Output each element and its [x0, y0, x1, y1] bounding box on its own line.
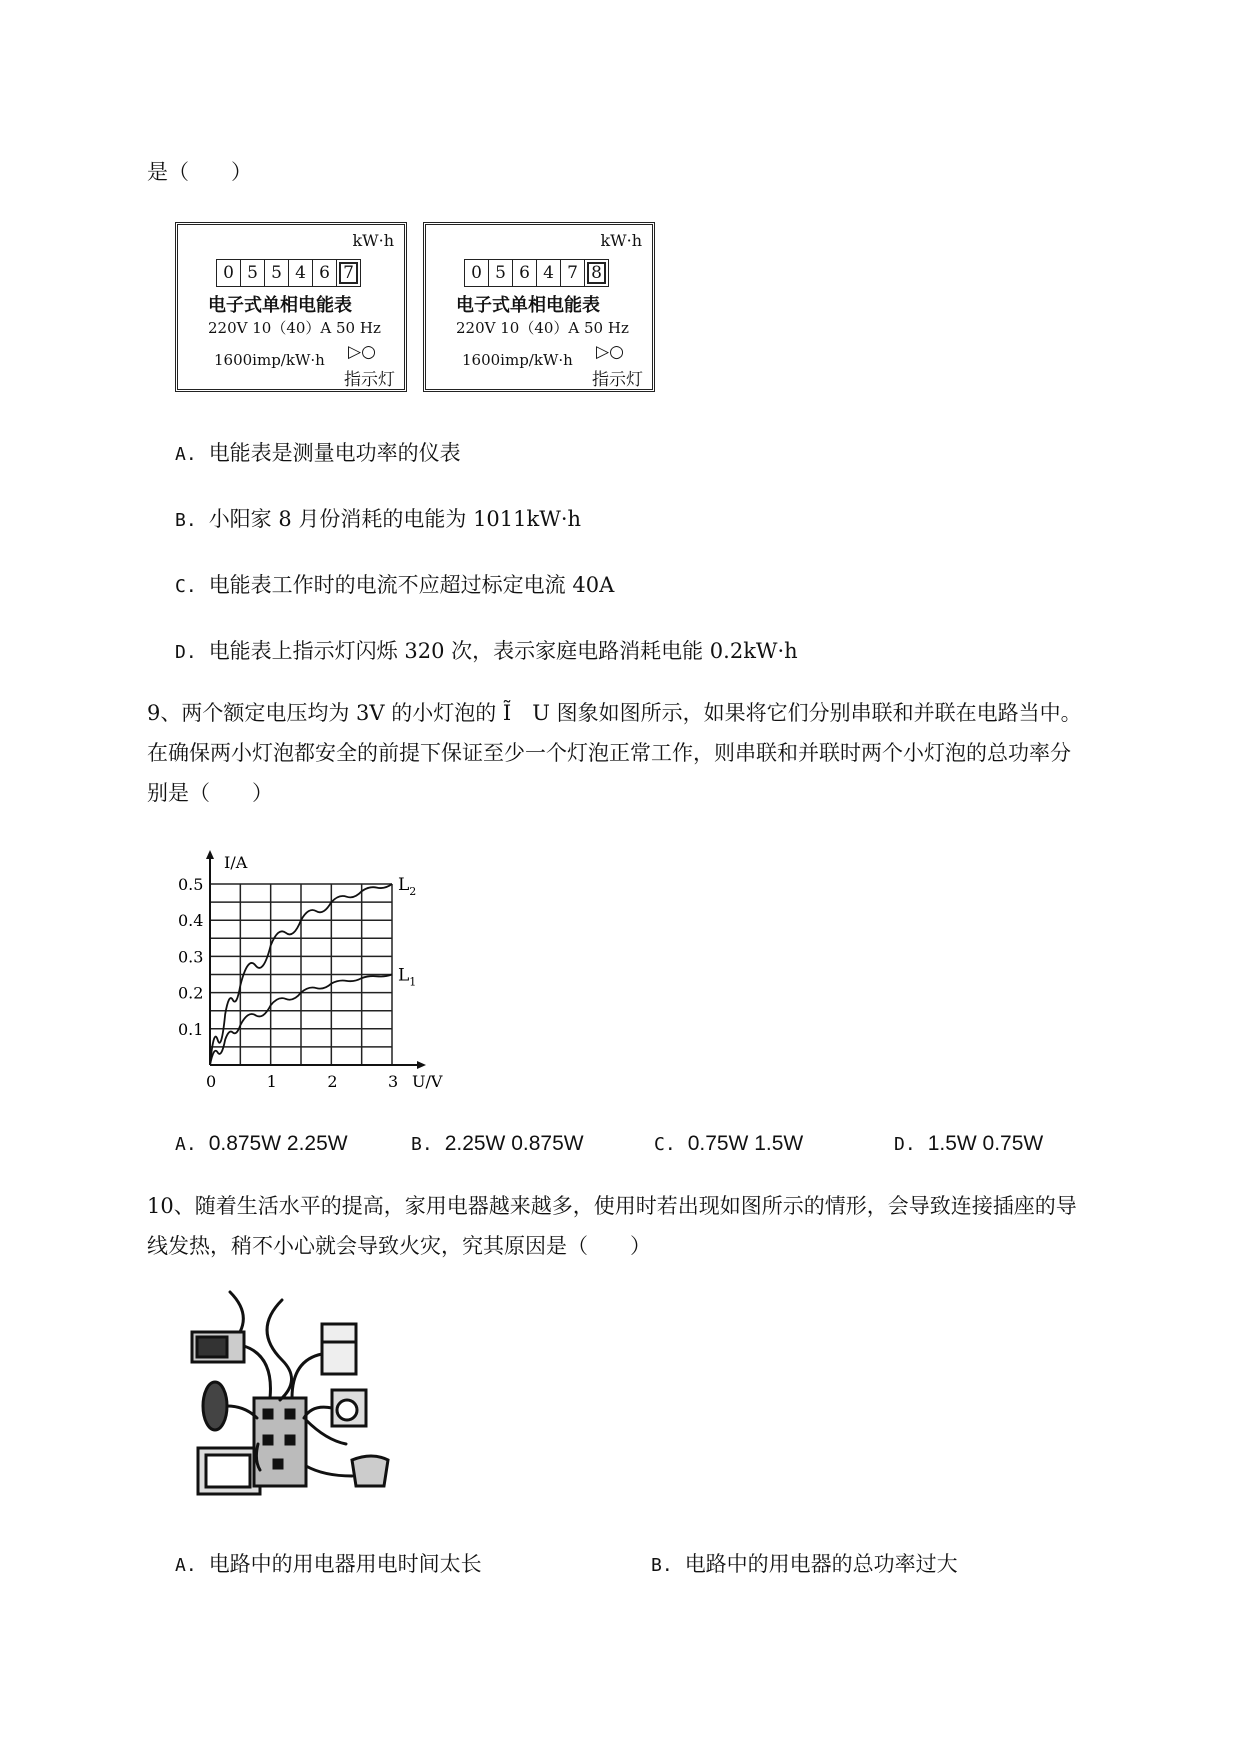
meter-name: 电子式单相电能表	[208, 295, 352, 316]
option-text: 0.875W 2.25W	[208, 1132, 348, 1155]
y-tick-label: 0.1	[178, 1019, 204, 1039]
meter-imp: 1600imp/kW·h	[462, 351, 573, 369]
q9-option-c	[654, 1128, 803, 1160]
q9-option-a	[175, 1128, 348, 1160]
option-text: 电能表上指示灯闪烁 320 次，表示家庭电路消耗电能 0.2kW·h	[208, 639, 798, 663]
meter-digit: 0	[217, 260, 241, 286]
meter-digit: 5	[265, 260, 289, 286]
meter-digit: 7	[337, 260, 360, 286]
q8-option-c	[175, 570, 614, 602]
option-text: 电路中的用电器的总功率过大	[684, 1552, 958, 1576]
option-label: B.	[411, 1134, 433, 1155]
overloaded-socket-illustration	[190, 1290, 400, 1510]
series-label-l2: $L_2$	[398, 875, 417, 898]
meter-left	[175, 222, 407, 392]
y-tick-label: 0.4	[178, 911, 204, 931]
option-label: D.	[894, 1134, 916, 1155]
meter-unit: kW·h	[352, 231, 394, 250]
option-text: 电能表工作时的电流不应超过标定电流 40A	[208, 573, 615, 597]
q8-option-b	[175, 504, 581, 536]
option-text: 2.25W 0.875W	[444, 1132, 584, 1155]
meter-indicator-label: 指示灯	[592, 370, 643, 390]
option-text: 0.75W 1.5W	[687, 1132, 804, 1155]
meter-unit: kW·h	[600, 231, 642, 250]
meter-right	[423, 222, 655, 392]
option-label: A.	[175, 1134, 197, 1155]
x-tick-label: 2	[327, 1072, 338, 1091]
meter-digit: 5	[241, 260, 265, 286]
q10-option-b	[651, 1549, 958, 1581]
option-text: 1.5W 0.75W	[927, 1132, 1044, 1155]
option-label: A.	[175, 444, 197, 465]
indicator-light-icon: ▷○	[348, 342, 376, 362]
option-label: C.	[175, 576, 197, 597]
q10-option-a	[175, 1549, 482, 1581]
q8-option-d	[175, 636, 798, 668]
y-tick-label: 0.2	[178, 983, 204, 1003]
q9-option-b	[411, 1128, 584, 1160]
meter-indicator-label: 指示灯	[344, 370, 395, 390]
y-tick-label: 0.3	[178, 947, 204, 967]
q9-line-3: 别是（ ）	[147, 781, 273, 805]
y-axis-label: I/A	[224, 853, 248, 872]
option-label: A.	[175, 1555, 197, 1576]
meter-spec: 220V 10（40）A 50 Hz	[208, 319, 381, 337]
x-tick-label: 0	[206, 1072, 217, 1091]
option-label: C.	[654, 1134, 676, 1155]
meter-digit: 0	[465, 260, 489, 286]
q10-line-2: 线发热，稍不小心就会导致火灾，究其原因是（ ）	[147, 1234, 651, 1258]
option-text: 电路中的用电器用电时间太长	[208, 1552, 482, 1576]
option-text: 小阳家 8 月份消耗的电能为 1011kW·h	[208, 507, 582, 531]
x-axis-arrow-icon	[417, 1061, 426, 1069]
q9-line-2: 在确保两小灯泡都安全的前提下保证至少一个灯泡正常工作，则串联和并联时两个小灯泡的总功率分	[147, 741, 1071, 765]
q9-line-1: 9、两个额定电压均为 3V 的小灯泡的 Ĩ U 图象如图所示，如果将它们分别串联和并联在电路当中。	[147, 701, 1082, 725]
meter-digit: 6	[313, 260, 337, 286]
meter-digit: 6	[513, 260, 537, 286]
meter-digit: 5	[489, 260, 513, 286]
series-label-l1: $L_1$	[398, 965, 417, 989]
iu-chart	[170, 840, 460, 1100]
x-tick-label: 3	[388, 1072, 399, 1091]
meter-digit: 7	[561, 260, 585, 286]
meter-digit: 4	[289, 260, 313, 286]
option-label: D.	[175, 642, 197, 663]
q8-option-a	[175, 438, 461, 470]
meter-spec: 220V 10（40）A 50 Hz	[456, 319, 629, 337]
x-tick-label: 1	[266, 1072, 277, 1091]
option-label: B.	[651, 1555, 673, 1576]
meter-digits	[464, 259, 609, 287]
meter-imp: 1600imp/kW·h	[214, 351, 325, 369]
q10-line-1: 10、随着生活水平的提高，家用电器越来越多，使用时若出现如图所示的情形，会导致连接插座的导	[147, 1194, 1077, 1218]
q8-tail: 是（ ）	[147, 160, 252, 184]
option-text: 电能表是测量电功率的仪表	[208, 441, 461, 465]
option-label: B.	[175, 510, 197, 531]
x-axis-label: U/V	[412, 1072, 443, 1091]
y-axis-arrow-icon	[206, 850, 214, 859]
meter-digit: 4	[537, 260, 561, 286]
meter-name: 电子式单相电能表	[456, 295, 600, 316]
meter-digits	[216, 259, 361, 287]
meter-digit: 8	[585, 260, 608, 286]
q9-option-d	[894, 1128, 1043, 1160]
y-tick-label: 0.5	[178, 875, 204, 894]
indicator-light-icon: ▷○	[596, 342, 624, 362]
